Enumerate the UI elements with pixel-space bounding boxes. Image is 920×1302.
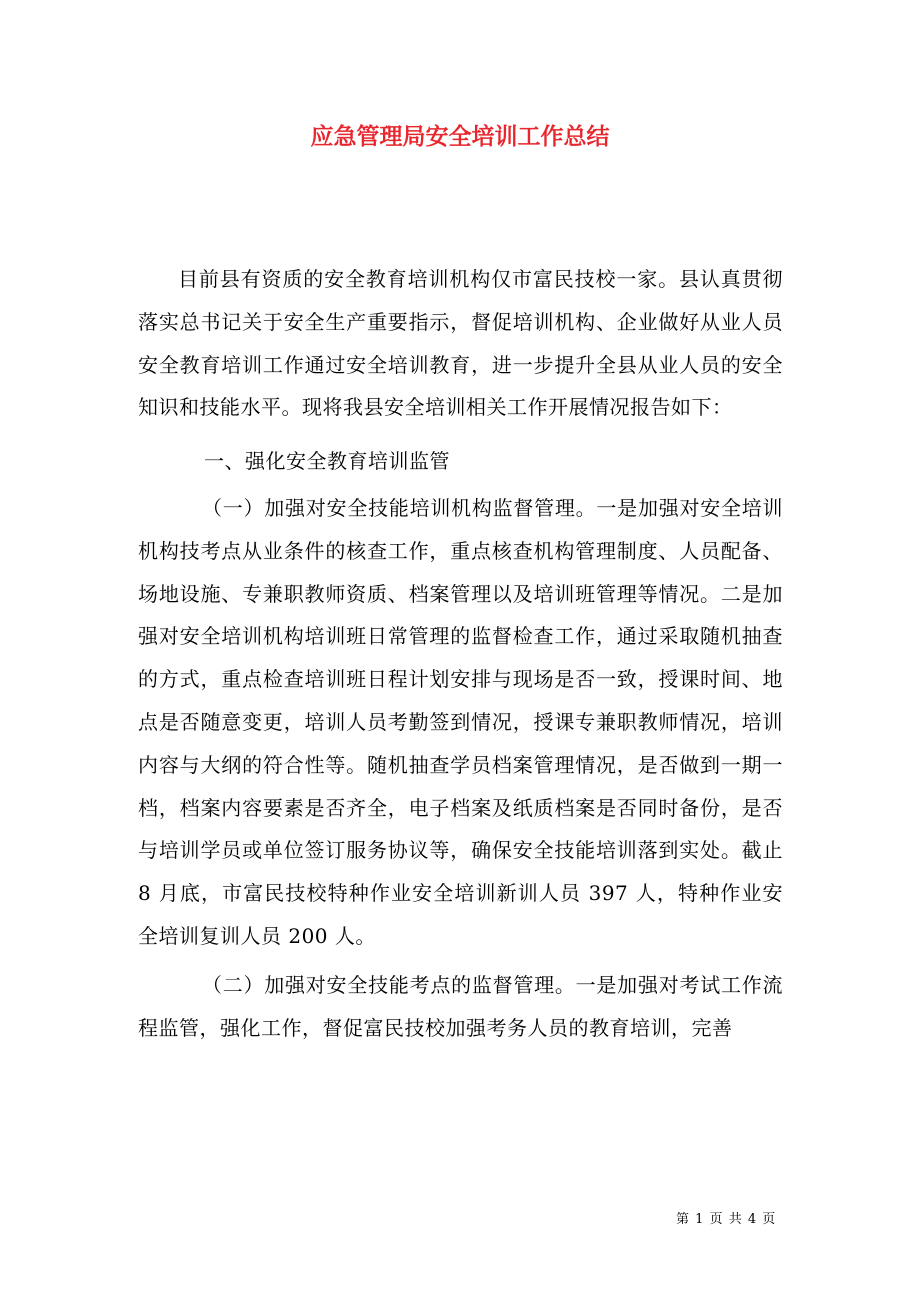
page-footer	[676, 1208, 776, 1227]
footer-suffix: 页	[762, 1212, 777, 1227]
document-title: 应急管理局安全培训工作总结	[310, 124, 610, 150]
spacer	[138, 429, 783, 435]
paragraph-intro: 目前县有资质的安全教育培训机构仅市富民技校一家。县认真贯彻落实总书记关于安全生产重要指示，督促培训机构、企业做好从业人员安全教育培训工作通过安全培训教育，进一步提升全县从业人员的安全知识和技能水平。现将我县安全培训相关工作开展情况报告如下：	[138, 267, 783, 420]
section-heading-1: 一、强化安全教育培训监管	[204, 449, 450, 474]
paragraph-sub-2: （二）加强对安全技能考点的监督管理。一是加强对考试工作流程监管，强化工作，督促富民技校加强考务人员的教育培训，完善	[138, 972, 783, 1040]
paragraph-sub-1: （一）加强对安全技能培训机构监督管理。一是加强对安全培训机构技考点从业条件的核查工作，重点核查机构管理制度、人员配备、场地设施、专兼职教师资质、档案管理以及培训班管理等情况。二是加强对安全培训机构培训班日常管理的监督检查工作，通过采取随机抽查的方式，重点检查培训班日程计划安排与现场是否一致，授课时间、地点是否随意变更，培训人员考勤签到情况，授课专兼职教师情况，培训内容与大纲的符合性等。随机抽查学员档案管理情况，是否做到一期一档，档案内容要素是否齐全，电子档案及纸质档案是否同时备份，是否与培训学员或单位签订服务协议等，确保安全技能培训落到实处。截止 8 月底，市富民技校特种作业安全培训新训人员 397 人，特种作业安全培训复训人员 200 人。	[138, 495, 783, 948]
footer-middle: 页 共	[709, 1212, 743, 1227]
footer-prefix: 第	[676, 1212, 691, 1227]
document-body	[138, 258, 783, 1049]
footer-current-page: 1	[695, 1212, 705, 1227]
footer-total-pages: 4	[747, 1212, 758, 1227]
